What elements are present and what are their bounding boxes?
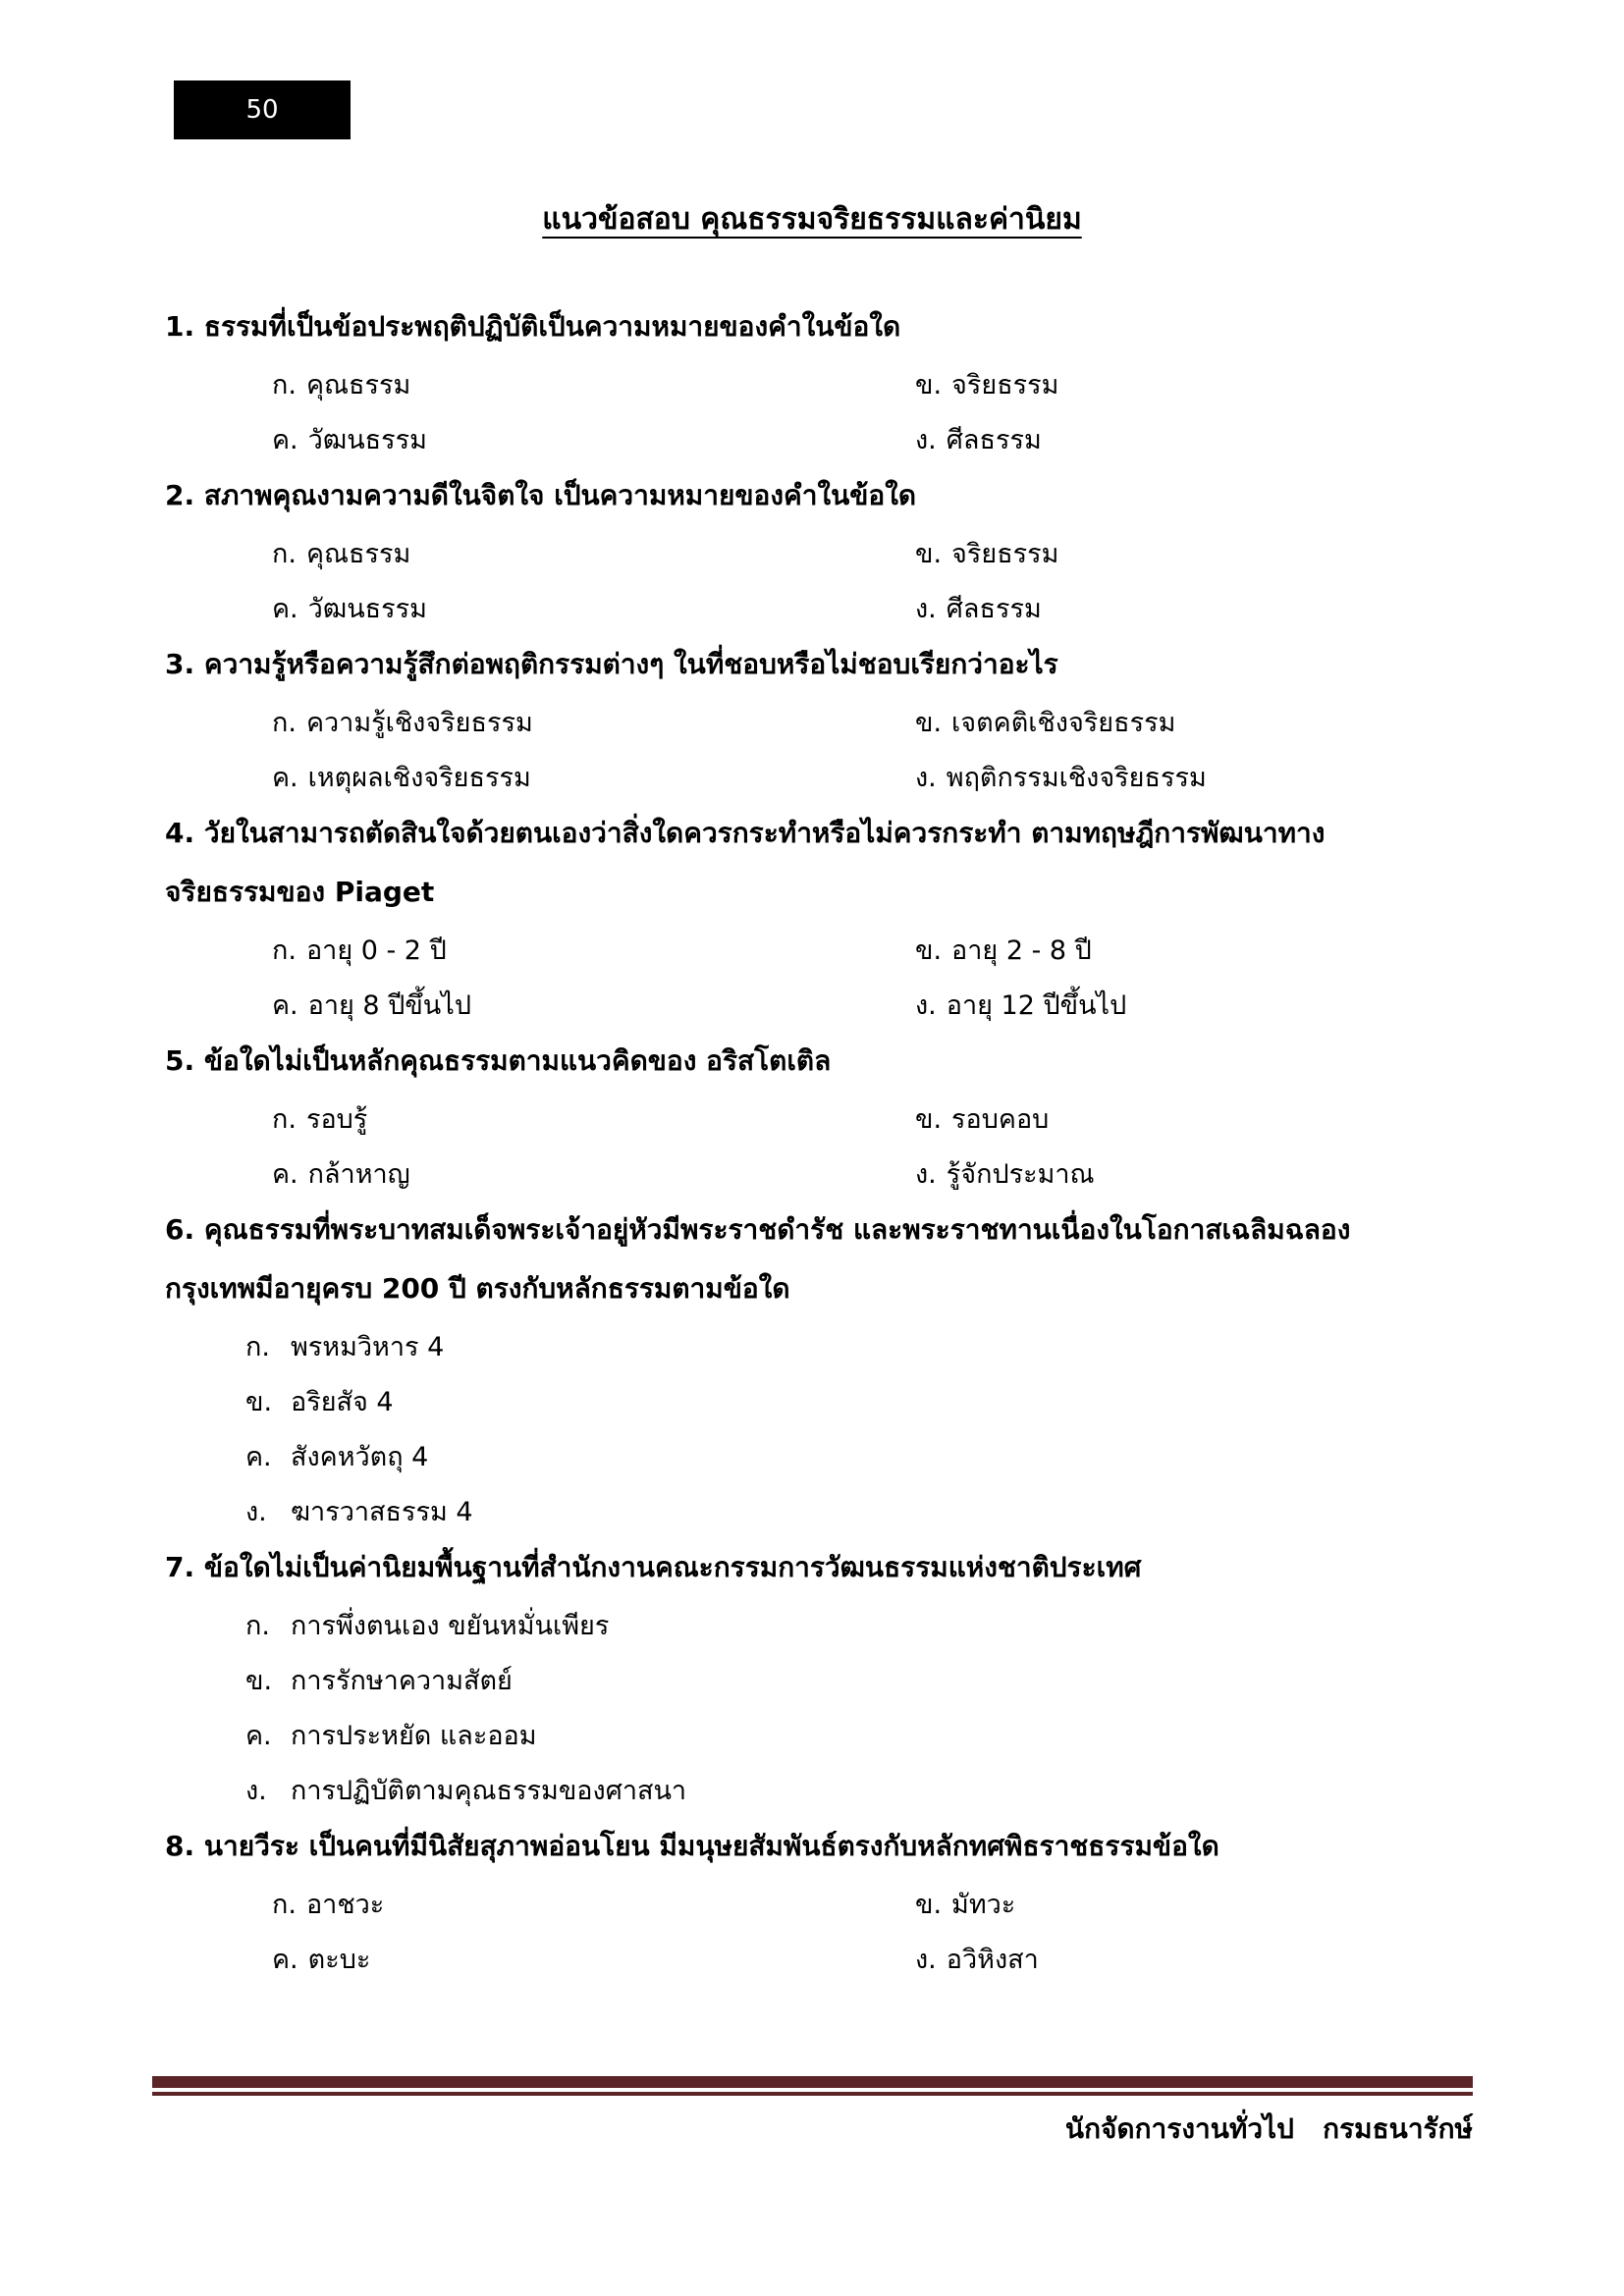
options <box>165 1876 1481 1986</box>
option <box>915 984 1126 1026</box>
option <box>272 1938 915 1980</box>
option <box>915 929 1092 971</box>
option-text: พฤติกรรมเชิงจริยธรรม <box>946 762 1207 793</box>
questions-list <box>165 297 1481 1986</box>
option <box>245 1380 394 1422</box>
option-label: ง. <box>915 762 937 793</box>
option-row <box>245 1428 1481 1483</box>
option-label: ค. <box>245 1720 272 1751</box>
option <box>245 1659 513 1701</box>
question-text: 2. สภาพคุณงามความดีในจิตใจ เป็นความหมายของคำในข้อใด <box>165 479 917 511</box>
option-text: คุณธรรม <box>305 538 411 569</box>
question-text: 3. ความรู้หรือความรู้สึกต่อพฤติกรรมต่างๆ ในที่ชอบหรือไม่ชอบเรียกว่าอะไร <box>165 648 1058 680</box>
option-text: การพึ่งตนเอง ขยันหมั่นเพียร <box>291 1610 610 1641</box>
option-row <box>165 1931 1481 1986</box>
option-row <box>245 1597 1481 1652</box>
option-label: ข. <box>915 369 943 400</box>
option <box>915 1883 1015 1925</box>
option <box>915 587 1042 629</box>
option-row <box>165 977 1481 1032</box>
question-text: กรุงเทพมีอายุครบ 200 ปี ตรงกับหลักธรรมตามข้อใด <box>165 1272 790 1305</box>
option <box>915 1097 1049 1140</box>
option-label: ง. <box>915 1944 937 1975</box>
option-label: ก. <box>272 1889 297 1920</box>
option <box>272 929 915 971</box>
option <box>245 1435 428 1477</box>
page-title <box>0 196 1624 242</box>
option-row <box>165 525 1481 580</box>
footer-rule-thick <box>152 2076 1473 2088</box>
option <box>915 1152 1095 1195</box>
option-label: ข. <box>915 934 943 966</box>
question-text: 7. ข้อใดไม่เป็นค่านิยมพื้นฐานที่สำนักงานคณะกรรมการวัฒนธรรมแห่งชาติประเทศ <box>165 1551 1142 1583</box>
option-row <box>245 1318 1481 1373</box>
option <box>272 1152 915 1195</box>
option-text: ศีลธรรม <box>946 593 1042 624</box>
question-block <box>165 635 1481 804</box>
option <box>245 1325 444 1367</box>
option-row <box>245 1483 1481 1538</box>
option <box>272 418 915 460</box>
question-block <box>165 1817 1481 1986</box>
option-label: ก. <box>245 1331 270 1362</box>
options <box>165 1318 1481 1538</box>
option <box>245 1769 686 1811</box>
option-text: รอบคอบ <box>951 1103 1050 1135</box>
option-row <box>165 580 1481 635</box>
option-label: ข. <box>915 538 943 569</box>
question-text: 8. นายวีระ เป็นคนที่มีนิสัยสุภาพอ่อนโยน มีมนุษยสัมพันธ์ตรงกับหลักทศพิธราชธรรมข้อใด <box>165 1830 1219 1862</box>
option-text: ตะบะ <box>307 1944 371 1975</box>
option <box>272 1097 915 1140</box>
question-block <box>165 1538 1481 1817</box>
option-label: ข. <box>915 1889 943 1920</box>
option-text: จริยธรรม <box>951 538 1059 569</box>
option <box>915 701 1175 743</box>
question-block <box>165 804 1481 1032</box>
option-label: ค. <box>272 989 298 1021</box>
option-text: อายุ 2 - 8 ปี <box>951 934 1092 966</box>
option-row <box>165 1091 1481 1146</box>
option-text: จริยธรรม <box>951 369 1059 400</box>
page-title-text: แนวข้อสอบ คุณธรรมจริยธรรมและค่านิยม <box>542 202 1082 237</box>
option-row <box>245 1707 1481 1762</box>
option-text: การปฏิบัติตามคุณธรรมของศาสนา <box>291 1775 687 1806</box>
option <box>245 1714 537 1756</box>
option <box>915 363 1058 405</box>
option-text: ศีลธรรม <box>946 424 1042 455</box>
option-text: สังคหวัตถุ 4 <box>291 1441 429 1472</box>
option-text: อายุ 0 - 2 ปี <box>305 934 447 966</box>
option-label: ง. <box>245 1496 267 1527</box>
option-label: ง. <box>915 593 937 624</box>
option-text: อริยสัจ 4 <box>291 1386 394 1417</box>
options <box>165 356 1481 466</box>
option-row <box>165 694 1481 749</box>
option-label: ก. <box>272 538 297 569</box>
question-text: 5. ข้อใดไม่เป็นหลักคุณธรรมตามแนวคิดของ อริสโตเติล <box>165 1044 832 1077</box>
option-text: วัฒนธรรม <box>307 593 427 624</box>
option <box>272 756 915 798</box>
option-label: ง. <box>915 424 937 455</box>
option-text: การรักษาความสัตย์ <box>291 1665 513 1696</box>
option-text: เจตคติเชิงจริยธรรม <box>951 707 1176 738</box>
page-number-box <box>174 80 351 139</box>
option-label: ก. <box>245 1610 270 1641</box>
option-text: อายุ 8 ปีขึ้นไป <box>307 989 471 1021</box>
option-label: ง. <box>915 1158 937 1190</box>
option-row <box>165 922 1481 977</box>
options <box>165 922 1481 1032</box>
option <box>915 756 1207 798</box>
option-text: อาชวะ <box>305 1889 385 1920</box>
option <box>915 1938 1039 1980</box>
option <box>272 587 915 629</box>
option-row <box>165 1146 1481 1201</box>
option-text: ฆารวาสธรรม 4 <box>291 1496 473 1527</box>
option <box>272 984 915 1026</box>
options <box>165 1091 1481 1201</box>
option-label: ค. <box>272 1158 298 1190</box>
option <box>245 1604 609 1646</box>
option-row <box>165 1876 1481 1931</box>
option-text: กล้าหาญ <box>307 1158 410 1190</box>
option-text: มัทวะ <box>951 1889 1016 1920</box>
question-text: 6. คุณธรรมที่พระบาทสมเด็จพระเจ้าอยู่หัวมีพระราชดำรัช และพระราชทานเนื่องในโอกาสเฉลิมฉลอง <box>165 1213 1351 1246</box>
question-text: 1. ธรรมที่เป็นข้อประพฤติปฏิบัติเป็นความหมายของคำในข้อใด <box>165 310 901 343</box>
option <box>245 1490 473 1532</box>
option-row <box>165 411 1481 466</box>
question-text: จริยธรรมของ Piaget <box>165 876 435 908</box>
option-label: ข. <box>245 1386 273 1417</box>
option-text: ความรู้เชิงจริยธรรม <box>305 707 533 738</box>
option-label: ค. <box>245 1441 272 1472</box>
option-text: รอบรู้ <box>305 1103 368 1135</box>
option-label: ค. <box>272 593 298 624</box>
option-label: ค. <box>272 1944 298 1975</box>
option-label: ง. <box>245 1775 267 1806</box>
option-label: ค. <box>272 762 298 793</box>
option-label: ก. <box>272 707 297 738</box>
option <box>915 532 1058 574</box>
option-text: พรหมวิหาร 4 <box>291 1331 445 1362</box>
footer-text: นักจัดการงานทั่วไป กรมธนารักษ์ <box>1064 2112 1473 2145</box>
question-text: 4. วัยในสามารถตัดสินใจด้วยตนเองว่าสิ่งใดควรกระทำหรือไม่ควรกระทำ ตามทฤษฎีการพัฒนาทาง <box>165 817 1326 849</box>
option <box>272 532 915 574</box>
options <box>165 1597 1481 1817</box>
option-label: ก. <box>272 934 297 966</box>
option-label: ก. <box>272 1103 297 1135</box>
option-row <box>245 1373 1481 1428</box>
option-label: ข. <box>915 707 943 738</box>
footer-rule-thin <box>152 2092 1473 2096</box>
options <box>165 525 1481 635</box>
option-row <box>165 749 1481 804</box>
option-label: ง. <box>915 989 937 1021</box>
option-row <box>165 356 1481 411</box>
option-text: การประหยัด และออม <box>291 1720 537 1751</box>
options <box>165 694 1481 804</box>
option-label: ก. <box>272 369 297 400</box>
option <box>272 363 915 405</box>
option-text: คุณธรรม <box>305 369 411 400</box>
question-block <box>165 1201 1481 1538</box>
option-label: ค. <box>272 424 298 455</box>
option-text: อวิหิงสา <box>946 1944 1039 1975</box>
option-label: ข. <box>245 1665 273 1696</box>
option <box>272 1883 915 1925</box>
option-text: อายุ 12 ปีขึ้นไป <box>946 989 1127 1021</box>
option-label: ข. <box>915 1103 943 1135</box>
question-block <box>165 1032 1481 1201</box>
option-text: เหตุผลเชิงจริยธรรม <box>307 762 531 793</box>
option-text: รู้จักประมาณ <box>946 1158 1095 1190</box>
option-row <box>245 1652 1481 1707</box>
question-block <box>165 297 1481 466</box>
option-text: วัฒนธรรม <box>307 424 427 455</box>
option <box>272 701 915 743</box>
option-row <box>245 1762 1481 1817</box>
question-block <box>165 466 1481 635</box>
option <box>915 418 1042 460</box>
page-number: 50 <box>245 95 279 125</box>
